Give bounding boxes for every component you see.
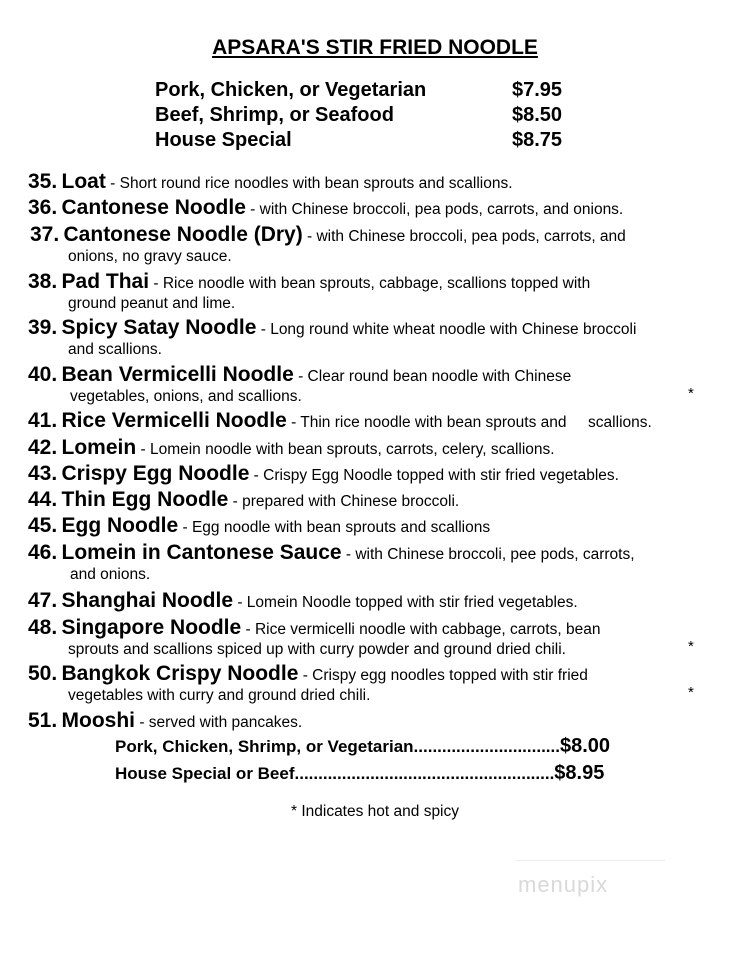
price-label: House Special	[155, 129, 292, 151]
mooshi-price-label: House Special or Beef	[115, 764, 295, 783]
menu-item-50	[28, 662, 728, 704]
item-name: Thin Egg Noodle	[61, 488, 229, 511]
item-name: Cantonese Noodle	[61, 196, 246, 219]
item-number: 48.	[28, 616, 58, 639]
item-number: 50.	[28, 662, 58, 685]
item-number: 39.	[28, 316, 58, 339]
item-name: Singapore Noodle	[61, 616, 242, 639]
item-name: Bangkok Crispy Noodle	[61, 662, 299, 685]
dot-leader: .......................................................	[294, 764, 555, 783]
item-number: 43.	[28, 462, 58, 485]
spicy-marker: *	[688, 684, 694, 701]
menu-item-38	[28, 270, 728, 312]
price-row-house-special	[155, 128, 575, 152]
item-number: 51.	[28, 709, 58, 732]
price-value: $8.50	[512, 104, 563, 126]
menu-item-45	[28, 514, 728, 539]
menu-item-41	[28, 409, 748, 434]
menu-item-51	[28, 709, 728, 734]
item-description-continued: vegetables, onions, and scallions.	[70, 388, 302, 405]
menu-item-43	[28, 462, 728, 487]
item-description-continued: and scallions.	[68, 341, 162, 358]
item-description: - with Chinese broccoli, pea pods, carrots, and onions.	[245, 201, 624, 218]
item-description: - with Chinese broccoli, pea pods, carrots, and	[302, 228, 626, 245]
mooshi-price-label: Pork, Chicken, Shrimp, or Vegetarian	[115, 737, 414, 756]
mooshi-price-row	[115, 762, 695, 785]
item-name: Crispy Egg Noodle	[61, 462, 250, 485]
item-description: - Crispy Egg Noodle topped with stir fried vegetables.	[249, 467, 619, 484]
menu-item-44	[28, 488, 728, 513]
item-number: 42.	[28, 436, 58, 459]
item-description: - Rice vermicelli noodle with cabbage, carrots, bean	[241, 621, 601, 638]
item-number: 35.	[28, 170, 58, 193]
dot-leader: ...............................	[413, 737, 560, 756]
menu-item-36	[28, 196, 728, 221]
item-description-continued: vegetables with curry and ground dried chili.	[68, 687, 371, 704]
item-description: - Crispy egg noodles topped with stir fried	[298, 667, 588, 684]
item-description-continued: sprouts and scallions spiced up with curry powder and ground dried chili.	[68, 641, 566, 658]
item-number: 37.	[30, 223, 60, 246]
item-number: 36.	[28, 196, 58, 219]
price-value: $7.95	[512, 79, 563, 101]
item-description: - Egg noodle with bean sprouts and scallions	[178, 519, 491, 536]
price-value: $8.75	[512, 129, 563, 151]
menu-item-35	[28, 170, 728, 195]
watermark-logo: menupix	[518, 872, 609, 897]
item-name: Mooshi	[61, 709, 136, 732]
menu-item-39	[28, 316, 728, 358]
menu-title: APSARA'S STIR FRIED NOODLE	[212, 36, 538, 59]
item-description: - with Chinese broccoli, pee pods, carrots,	[341, 546, 635, 563]
price-row-pork-chicken	[155, 78, 575, 102]
menu-item-46	[28, 541, 728, 583]
menu-item-42	[28, 436, 728, 461]
item-description-continued: onions, no gravy sauce.	[68, 248, 232, 265]
menu-item-40	[28, 363, 728, 405]
item-description-continued: ground peanut and lime.	[68, 295, 236, 312]
item-name: Lomein	[61, 436, 137, 459]
item-description: - Clear round bean noodle with Chinese	[293, 368, 572, 385]
item-number: 40.	[28, 363, 58, 386]
menu-item-47	[28, 589, 728, 614]
mooshi-price-value: $8.00	[559, 735, 611, 757]
item-description-continued: and onions.	[70, 566, 151, 583]
item-name: Egg Noodle	[61, 514, 179, 537]
item-description: - Lomein Noodle topped with stir fried vegetables.	[233, 594, 578, 611]
item-description: - prepared with Chinese broccoli.	[228, 493, 460, 510]
item-name: Rice Vermicelli Noodle	[61, 409, 287, 432]
mooshi-price-value: $8.95	[554, 762, 605, 784]
price-label: Beef, Shrimp, or Seafood	[155, 104, 394, 126]
menu-item-48	[28, 616, 728, 658]
item-number: 38.	[28, 270, 58, 293]
price-label: Pork, Chicken, or Vegetarian	[155, 79, 427, 101]
item-name: Spicy Satay Noodle	[61, 316, 257, 339]
spicy-marker: *	[688, 638, 694, 655]
menu-item-37	[30, 223, 730, 265]
item-name: Shanghai Noodle	[61, 589, 234, 612]
spicy-footnote: * Indicates hot and spicy	[290, 803, 460, 820]
item-description: - Lomein noodle with bean sprouts, carrots, celery, scallions.	[136, 441, 555, 458]
item-description: - Short round rice noodles with bean sprouts and scallions.	[105, 175, 513, 192]
item-number: 45.	[28, 514, 58, 537]
watermark-rule	[515, 860, 665, 861]
item-description: - Long round white wheat noodle with Chinese broccoli	[256, 321, 637, 338]
spicy-marker: *	[688, 385, 694, 402]
item-name: Lomein in Cantonese Sauce	[61, 541, 342, 564]
item-number: 44.	[28, 488, 58, 511]
item-number: 46.	[28, 541, 58, 564]
item-description: - Thin rice noodle with bean sprouts and scallions.	[286, 414, 652, 431]
item-description: - Rice noodle with bean sprouts, cabbage, scallions topped with	[149, 275, 591, 292]
item-name: Cantonese Noodle (Dry)	[63, 223, 303, 246]
item-number: 41.	[28, 409, 58, 432]
price-row-beef-shrimp	[155, 103, 575, 127]
item-name: Pad Thai	[61, 270, 150, 293]
item-description: - served with pancakes.	[135, 714, 303, 731]
item-name: Bean Vermicelli Noodle	[61, 363, 294, 386]
item-name: Loat	[61, 170, 106, 193]
mooshi-price-row	[115, 735, 695, 758]
item-number: 47.	[28, 589, 58, 612]
